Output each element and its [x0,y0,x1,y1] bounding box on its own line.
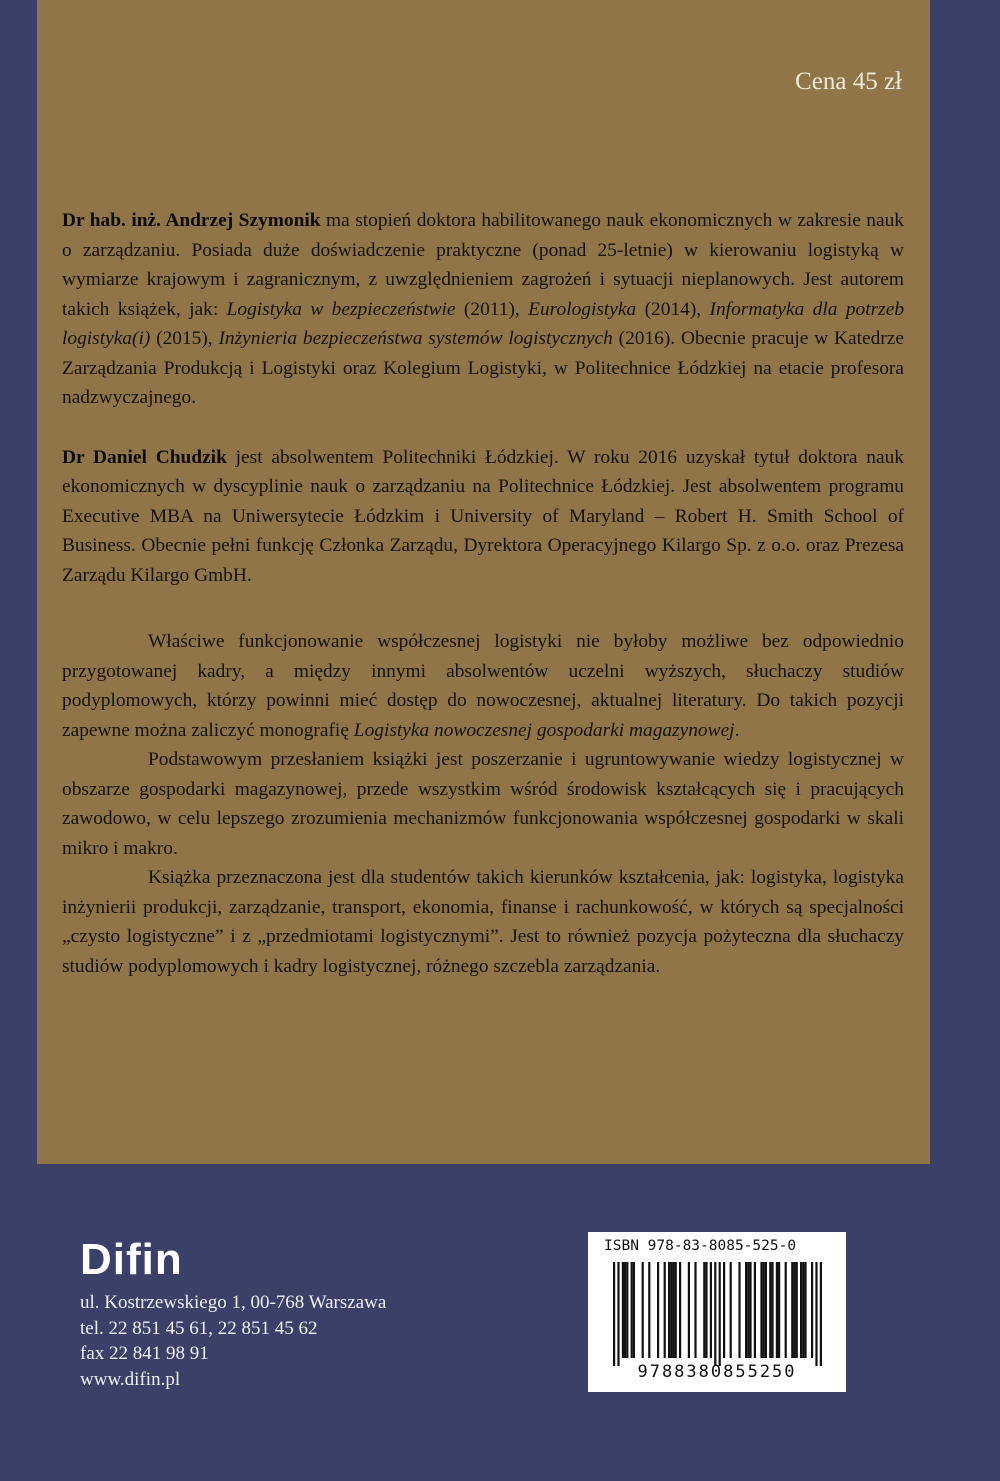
barcode-bar [802,1262,804,1358]
barcode-bar [624,1262,626,1358]
publisher-info [80,1235,387,1392]
publisher-phone: tel. 22 851 45 61, 22 851 45 62 [80,1317,318,1339]
barcode-bar [771,1262,773,1358]
barcode-bar [745,1262,747,1358]
barcode-bar [703,1262,705,1358]
author-name: Dr hab. inż. Andrzej Szymonik [62,210,321,231]
barcode-bar [796,1262,798,1358]
barcode-bar [760,1262,762,1358]
barcode-bar [747,1262,749,1358]
barcode-bar [730,1262,732,1358]
barcode-bar [776,1262,778,1358]
barcode-bar [714,1262,716,1366]
bio-text: (2015), [150,328,219,349]
description-paragraph-1: Właściwe funkcjonowanie współczesnej logistyki nie byłoby możliwe bez odpowiednio przygotowanej kadry, a między innymi absolwentów uczelni wyższych, słuchaczy studiów podyplomowych, którzy powinni mieć dostęp do nowoczesnej, aktualnej literatury. Do takich pozycji zapewne można zaliczyć monografię Logistyka nowoczesnej gospodarki magazynowej. [62,631,904,741]
book-title: Inżynieria bezpieczeństwa systemów logistycznych [218,328,613,349]
bio-text: (2014), [636,298,710,320]
barcode-bar [804,1262,806,1358]
publisher-address: ul. Kostrzewskiego 1, 00-768 Warszawa [80,1292,387,1313]
barcode-bar [613,1262,615,1366]
barcode-bar [749,1262,751,1358]
book-title: Eurologistyka [528,298,637,320]
bio-text: (2011), [455,298,529,320]
publisher-fax: fax 22 841 98 91 [80,1343,209,1364]
barcode-bar [719,1262,721,1366]
barcode-bar [820,1262,822,1366]
barcode-bar [688,1262,690,1358]
bio-text: (2016). Obecnie pracuje w Katedrze Zarządzania Produkcją i Logistyki oraz Kolegium Logistyki, w Politechnice Łódzkiej na etacie profesora nadzwyczajnego. [62,328,904,408]
barcode-digits: 9788380855250 [637,1362,797,1382]
price-label: Cena 45 zł [795,68,902,95]
barcode-bar [675,1262,677,1358]
author-bio-szymonik [62,206,904,413]
barcode-bar [793,1262,795,1358]
barcode-bar [769,1262,771,1358]
barcode-bar [670,1262,672,1358]
book-title: Logistyka w bezpieczeństwie [226,298,456,320]
publisher-logo: Difin [80,1235,183,1284]
isbn-barcode-box [588,1232,846,1392]
barcode-bar [710,1262,712,1358]
back-cover-text [62,206,904,981]
barcode-bar [664,1262,666,1358]
publisher-website: www.difin.pl [80,1368,181,1390]
barcode-bar [631,1262,633,1358]
author-bio-chudzik [62,443,904,591]
bio-text: jest absolwentem Politechniki Łódzkiej. W roku 2016 uzyskał tytuł doktora nauk ekonomicznych w dyscyplinie nauk o zarządzaniu na Politechnice Łódzkiej. Jest absolwentem programu Executive MBA na Uniwersytecie Łódzkim i University of Maryland – Robert H. Smith School of Business. Obecnie pełni funkcję Członka Zarządu, Dyrektora Operacyjnego Kilargo Sp. z o.o. oraz Prezesa Zarządu Kilargo GmbH. [62,446,904,586]
barcode-bar [626,1262,628,1358]
barcode-bar [800,1262,802,1358]
barcode-bar [622,1262,624,1358]
barcode-bar [648,1262,650,1358]
book-title: Informatyka dla potrzeb logistyka(i) [62,298,905,349]
barcode-bar [811,1262,813,1358]
barcode-bar [657,1262,659,1358]
barcode-bar [633,1262,635,1358]
barcode-bar [694,1262,696,1358]
barcode-bar [617,1262,619,1366]
barcode-bar [642,1262,644,1358]
barcode-bar [778,1262,780,1358]
barcode-bar [668,1262,670,1358]
barcode-bar [785,1262,787,1358]
barcode-bar [705,1262,707,1358]
description-paragraph-3: Książka przeznaczona jest dla studentów takich kierunków kształcenia, jak: logistyka, logistyka inżynierii produkcji, zarządzanie, transport, ekonomia, finanse i rachunkowość, w których są specjalności „czysto logistyczne” i z „przedmiotami logistycznymi”. Jest to również pozycja pożyteczna dla słuchaczy studiów podyplomowych i kadry logistycznej, różnego szczebla zarządzania. [62,867,904,977]
isbn-label: ISBN 978-83-8085-525-0 [604,1238,797,1254]
author-name: Dr Daniel Chudzik [62,446,227,468]
barcode-bar [791,1262,793,1358]
description-paragraph-2: Podstawowym przesłaniem książki jest poszerzanie i ugruntowywanie wiedzy logistycznej w obszarze gospodarki magazynowej, przede wszystkim wśród środowisk kształcących się i pracujących zawodowo, w celu lepszego zrozumienia mechanizmów funkcjonowania współczesnej gospodarki w skali mikro i makro. [62,749,904,859]
barcode-bar [672,1262,674,1358]
barcode-bar [765,1262,767,1358]
barcode-bar [723,1262,725,1358]
bio-text: ma stopień doktora habilitowanego nauk ekonomicznych w zakresie nauk o zarządzaniu. Posiada duże doświadczenie praktyczne (ponad 25-letnie) w kierowaniu logistyką w wymiarze krajowym i zagranicznym, z uwzględnieniem zagrożeń i sytuacji nieplanowych. Jest autorem takich książek, jak: [62,210,904,320]
barcode-bar [763,1262,765,1358]
barcode-bar [815,1262,817,1366]
barcode-bar [754,1262,756,1358]
cover-panel [37,0,930,1164]
barcode-bar [738,1262,740,1358]
book-title: Logistyka nowoczesnej gospodarki magazynowej [353,719,735,741]
barcode-bar [679,1262,681,1358]
